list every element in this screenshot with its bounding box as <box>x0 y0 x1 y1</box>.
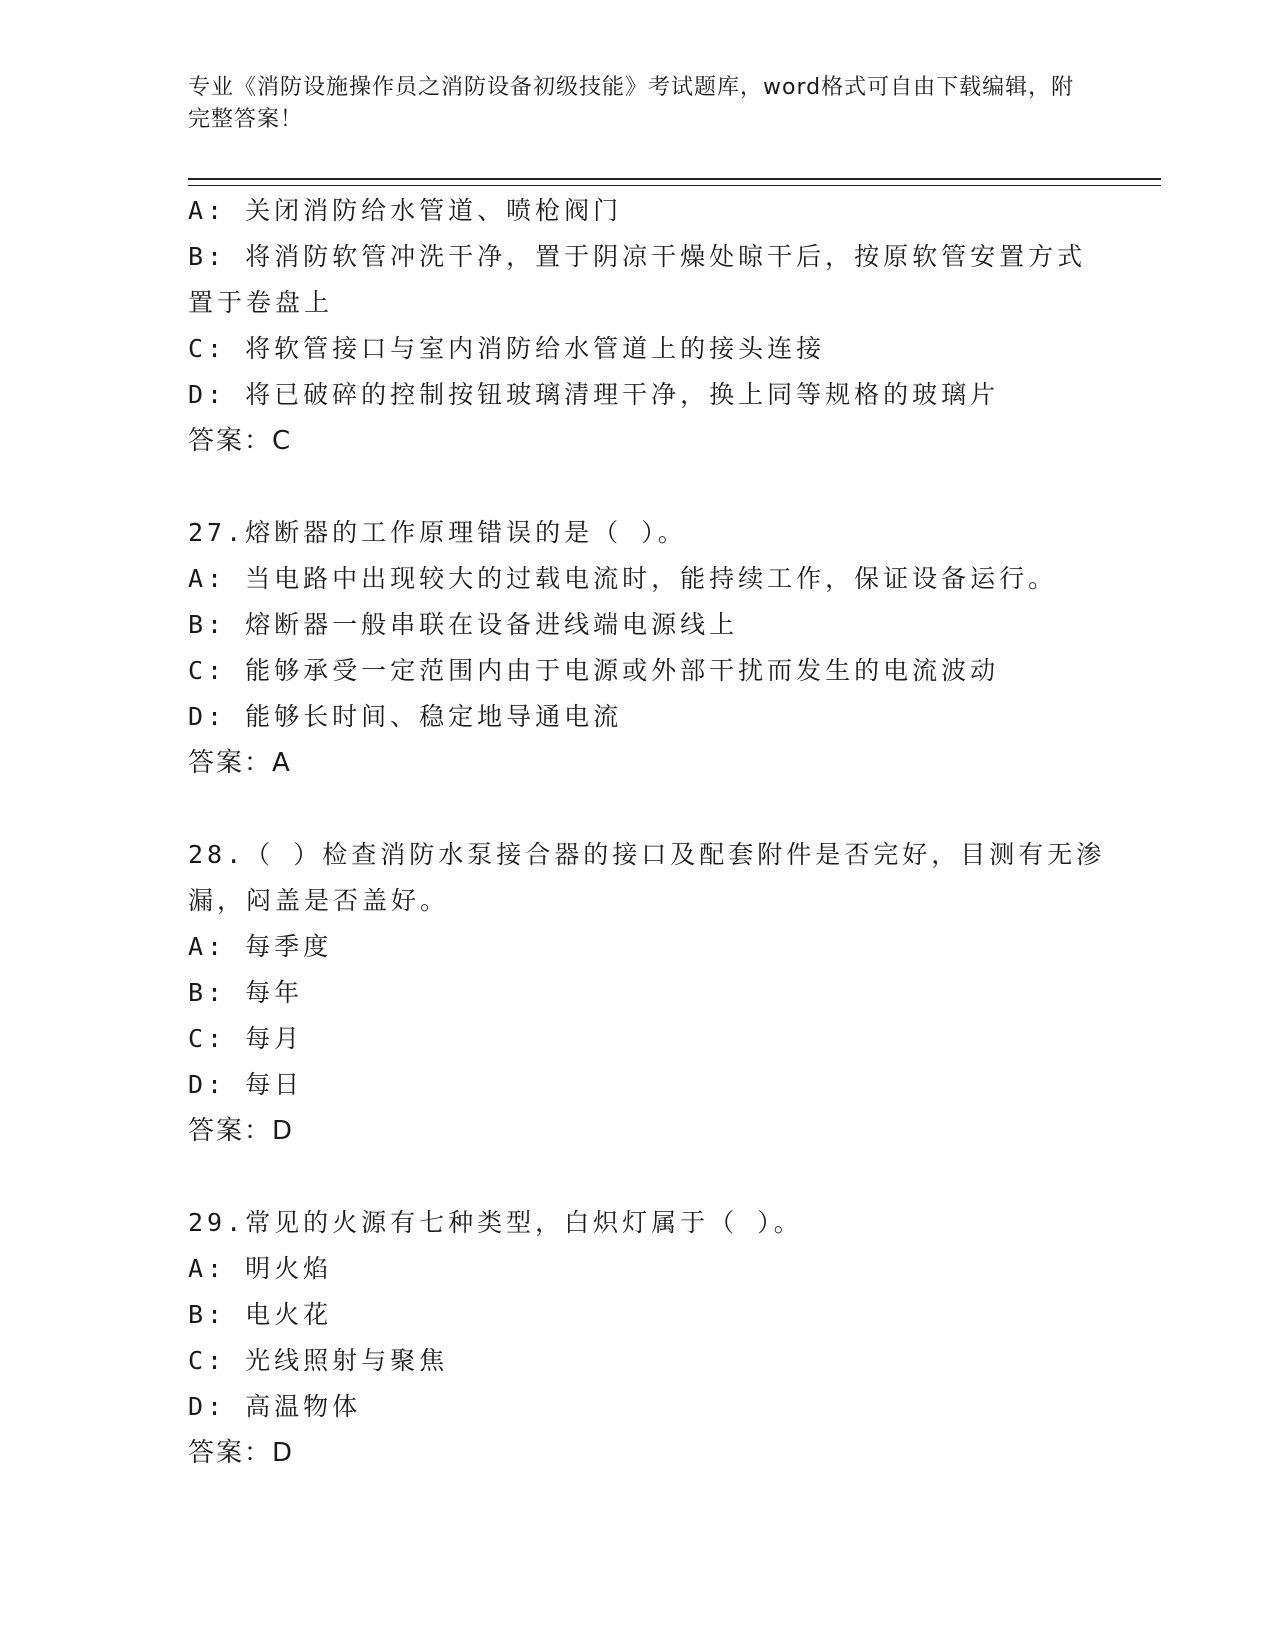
option-b: B: 熔断器一般串联在设备进线端电源线上 <box>188 610 739 639</box>
option-c: C: 光线照射与聚焦 <box>188 1346 449 1375</box>
answer-line: 答案：C <box>188 426 293 456</box>
option-d: D: 将已破碎的控制按钮玻璃清理干净，换上同等规格的玻璃片 <box>188 380 1000 409</box>
answer-line: 答案：D <box>188 1438 295 1468</box>
question-28 <box>188 832 1108 1154</box>
option-a: A: 每季度 <box>188 932 333 961</box>
option-a: A: 当电路中出现较大的过载电流时，能持续工作，保证设备运行。 <box>188 564 1058 593</box>
answer-line: 答案：D <box>188 1116 295 1146</box>
question-26 <box>188 188 1108 464</box>
option-c: C: 将软管接口与室内消防给水管道上的接头连接 <box>188 334 826 363</box>
option-c: C: 能够承受一定范围内由于电源或外部干扰而发生的电流波动 <box>188 656 1000 685</box>
option-b: B: 每年 <box>188 978 304 1007</box>
answer-line: 答案：A <box>188 748 292 778</box>
spacer <box>188 786 1108 832</box>
option-a: A: 关闭消防给水管道、喷枪阀门 <box>188 196 623 225</box>
spacer <box>188 1154 1108 1200</box>
option-b: B: 将消防软管冲洗干净，置于阴凉干燥处晾干后，按原软管安置方式置于卷盘上 <box>188 242 1087 317</box>
question-list <box>188 188 1108 1476</box>
question-stem: 27.熔断器的工作原理错误的是（ ）。 <box>188 518 687 547</box>
option-c: C: 每月 <box>188 1024 304 1053</box>
option-a: A: 明火焰 <box>188 1254 333 1283</box>
option-b: B: 电火花 <box>188 1300 333 1329</box>
question-29 <box>188 1200 1108 1476</box>
question-27 <box>188 510 1108 786</box>
document-header: 专业《消防设施操作员之消防设备初级技能》考试题库，word格式可自由下载编辑，附完整答案！ <box>188 75 1075 132</box>
question-stem: 29.常见的火源有七种类型，白炽灯属于（ ）。 <box>188 1208 803 1237</box>
option-d: D: 高温物体 <box>188 1392 362 1421</box>
header-divider <box>188 178 1161 186</box>
option-d: D: 能够长时间、稳定地导通电流 <box>188 702 623 731</box>
spacer <box>188 464 1108 510</box>
option-d: D: 每日 <box>188 1070 304 1099</box>
question-stem: 28.（ ）检查消防水泵接合器的接口及配套附件是否完好，目测有无渗漏，闷盖是否盖好。 <box>188 840 1106 915</box>
